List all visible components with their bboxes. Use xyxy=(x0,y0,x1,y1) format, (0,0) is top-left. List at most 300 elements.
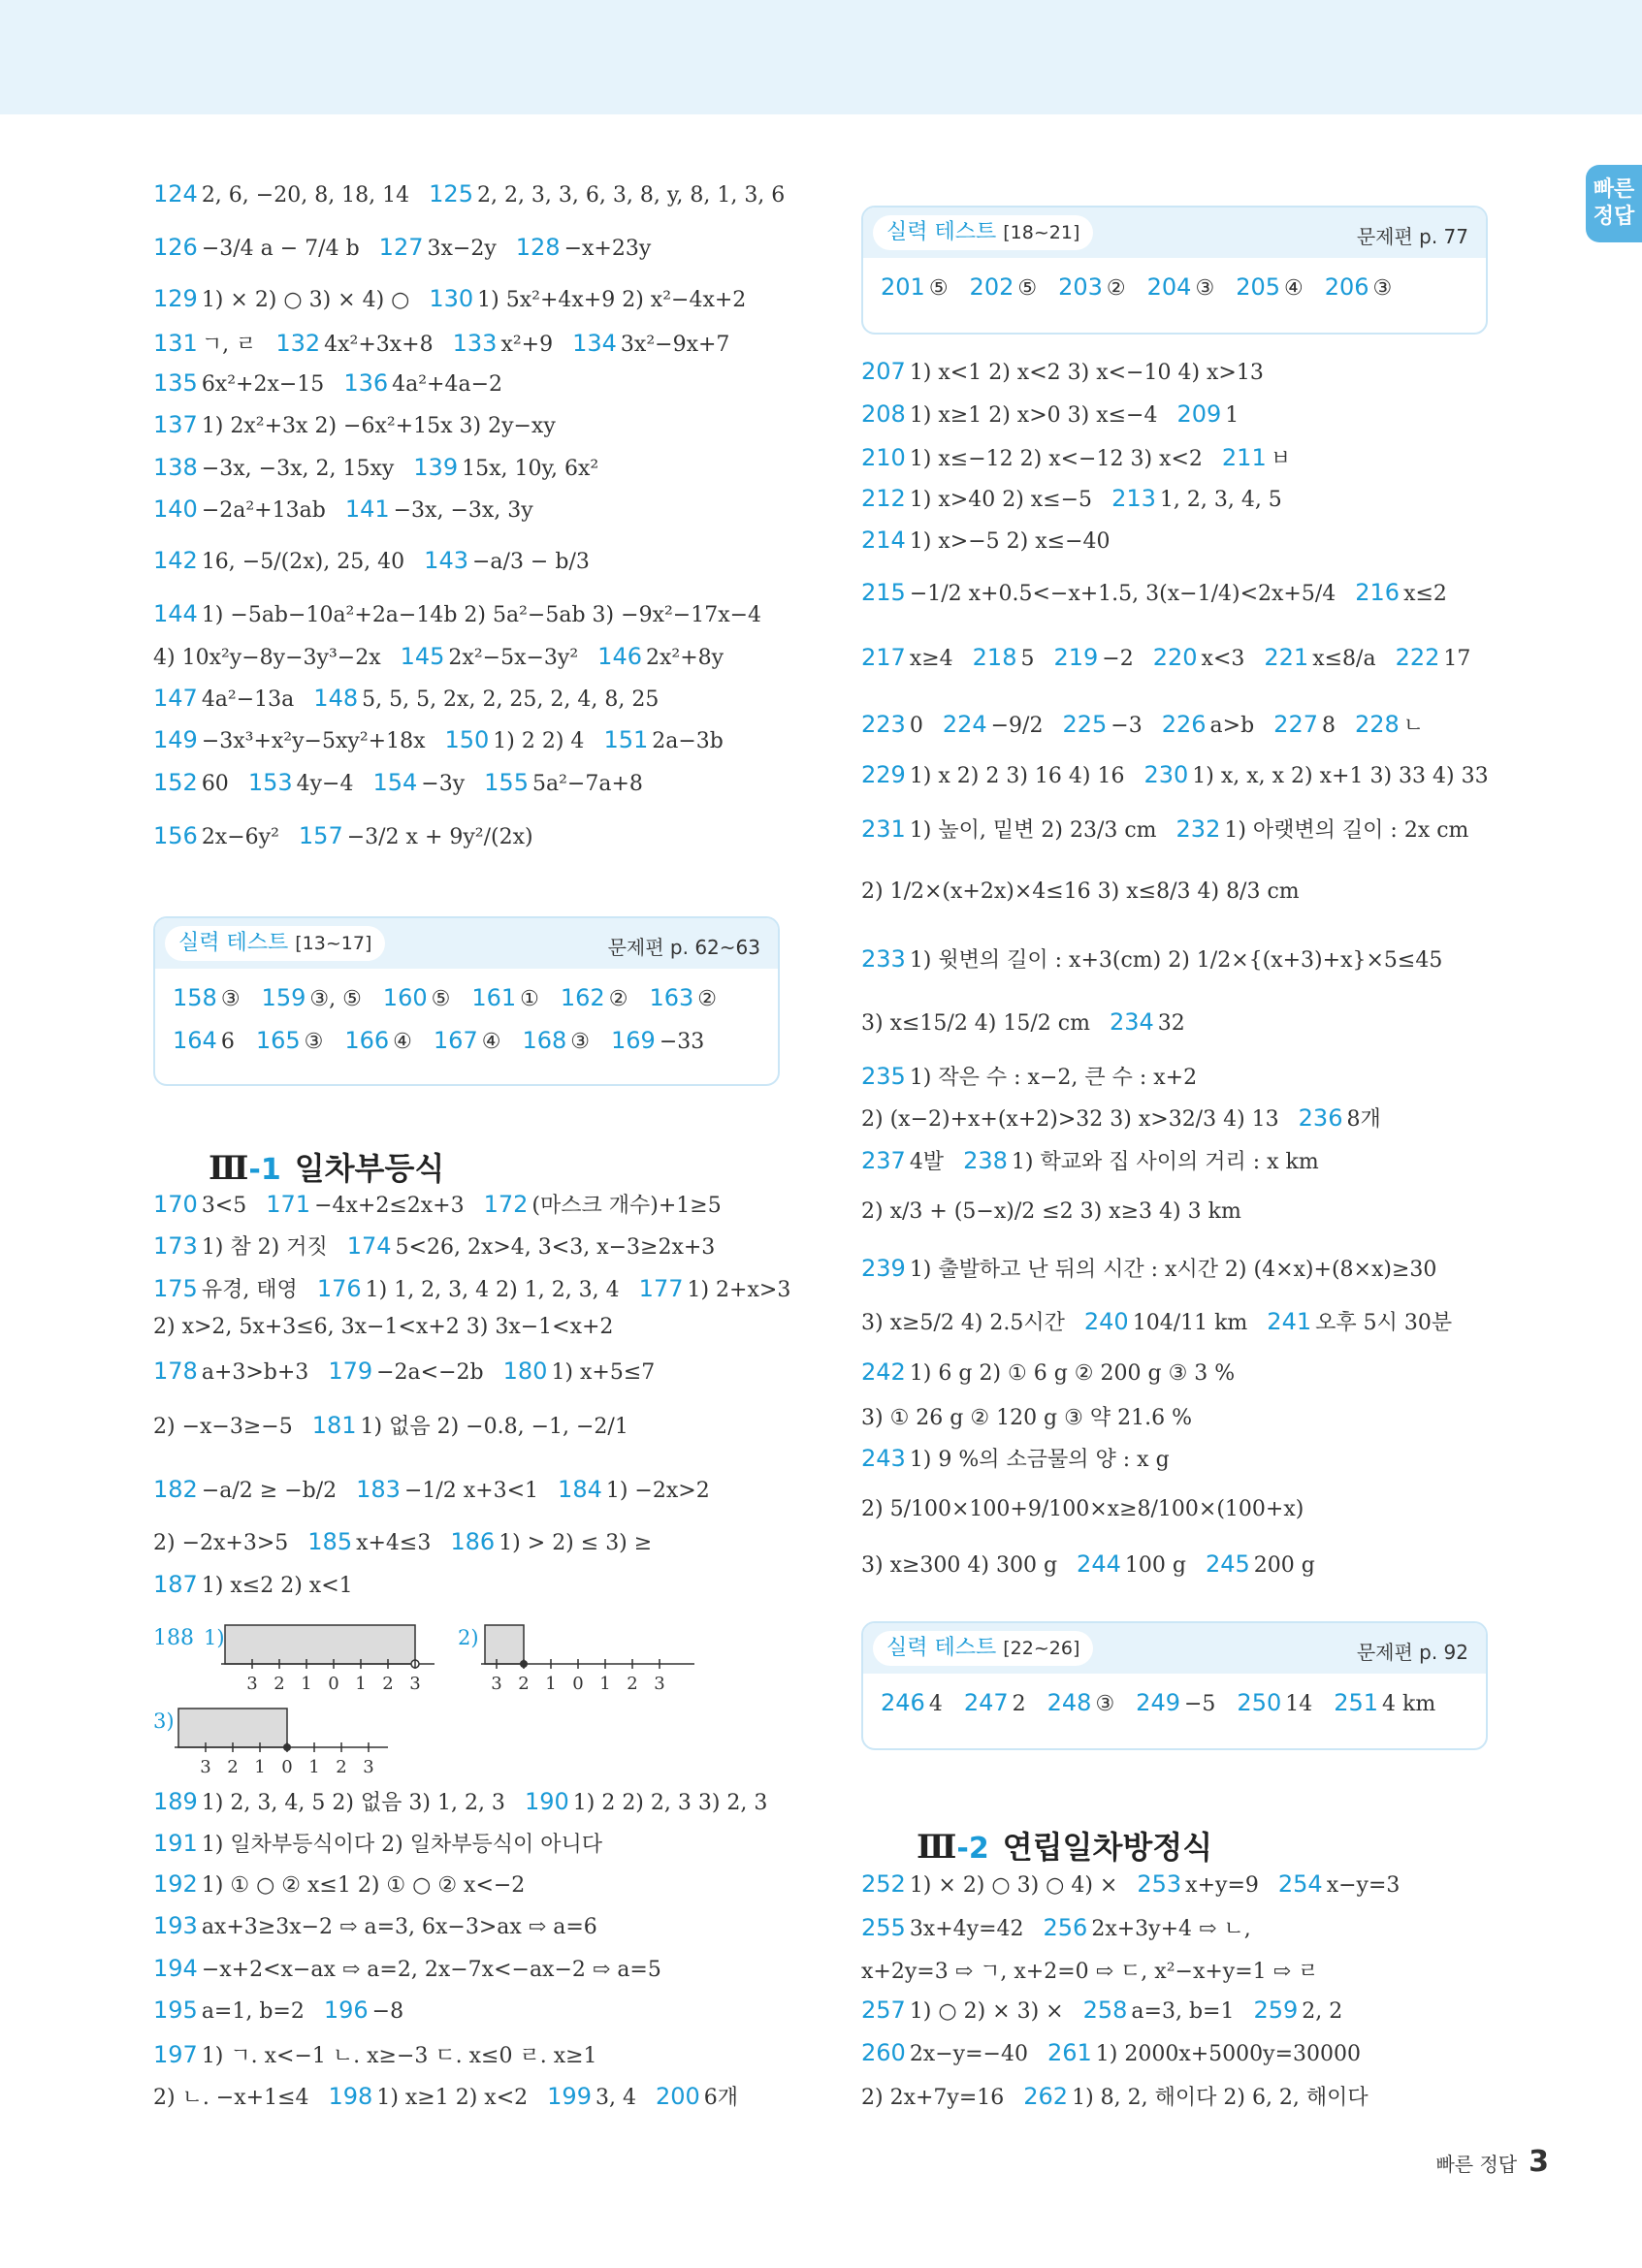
problem-number: 145 xyxy=(400,643,445,670)
answer-text: 2) −x−3≥−5 xyxy=(153,1415,293,1439)
answer-text: ③ xyxy=(1372,276,1393,301)
answer-text: 1) 학교와 집 사이의 거리 : x km xyxy=(1011,1150,1319,1174)
answer-text: ⑤ xyxy=(928,276,949,301)
answer-line xyxy=(861,400,1258,428)
skill-test-ref: 문제편 p. 62~63 xyxy=(607,936,760,959)
problem-number: 210 xyxy=(861,444,906,471)
skill-test-box-1 xyxy=(153,916,780,1086)
problem-number: 155 xyxy=(484,769,529,796)
answer-text: ④ xyxy=(1284,276,1304,301)
problem-number: 174 xyxy=(346,1232,392,1260)
problem-number: 199 xyxy=(547,2083,592,2110)
answer-text: 1) 5x²+4x+9 2) x²−4x+2 xyxy=(477,288,747,312)
answer-line xyxy=(861,527,1130,554)
tick-label: 3 xyxy=(654,1674,665,1694)
answer-text: 4) 10x²y−8y−3y³−2x xyxy=(153,646,381,670)
answer-text: 1) ○ 2) × 3) × xyxy=(909,1999,1064,2024)
answer-line xyxy=(153,180,804,208)
answer-line xyxy=(153,600,781,627)
answer-text: 2x²−5x−3y² xyxy=(448,646,579,670)
problem-number: 166 xyxy=(344,1027,390,1054)
answer-line xyxy=(153,1358,674,1385)
answer-text: 2x−6y² xyxy=(201,825,279,849)
problem-number: 207 xyxy=(861,358,906,385)
answer-text: x+2y=3 ⇨ ㄱ, x+2=0 ⇨ ㄷ, x²−x+y=1 ⇨ ㄹ xyxy=(861,1960,1319,1984)
problem-number: 146 xyxy=(597,643,642,670)
answer-line xyxy=(153,1315,632,1339)
answer-text: −3x, −3x, 3y xyxy=(393,498,533,523)
problem-number: 247 xyxy=(963,1689,1009,1716)
problem-number: 259 xyxy=(1253,1996,1299,2024)
problem-number: 193 xyxy=(153,1912,198,1939)
answer-text: 2) ㄴ. −x+1≤4 xyxy=(153,2086,309,2110)
answer-text: a=3, b=1 xyxy=(1131,1999,1235,2024)
answer-text: 유경, 태영 xyxy=(201,1278,298,1302)
answer-line xyxy=(153,411,575,438)
answer-text: 2) 5/100×100+9/100×x≥8/100×(100+x) xyxy=(861,1497,1304,1521)
answer-line xyxy=(861,358,1283,385)
tick-label: 3 xyxy=(491,1674,502,1694)
page-footer xyxy=(1435,2145,1549,2179)
problem-number: 128 xyxy=(515,234,561,261)
number-line-figures xyxy=(145,1621,883,1796)
answer-text: 1) 윗변의 길이 : x+3(cm) 2) 1/2×{(x+3)+x}×5≤45 xyxy=(909,948,1443,973)
answer-line xyxy=(861,1199,1261,1224)
answer-text: 6 xyxy=(220,1030,235,1054)
tick-label: 1 xyxy=(308,1757,320,1777)
answer-text: 3x²−9x+7 xyxy=(620,333,730,357)
answer-text: 3, 4 xyxy=(595,2086,636,2110)
problem-number: 133 xyxy=(452,330,498,357)
page-number: 3 xyxy=(1529,2145,1549,2179)
answer-text: 1) x≤−12 2) x<−12 3) x<2 xyxy=(909,447,1203,471)
answer-line xyxy=(861,1061,1216,1091)
footer-label: 빠른 정답 xyxy=(1435,2153,1518,2176)
problem-number: 185 xyxy=(307,1528,353,1555)
answer-line xyxy=(153,547,609,574)
answer-text: ③ xyxy=(1195,276,1215,301)
answer-text: 5a²−7a+8 xyxy=(531,772,643,796)
skill-test-row xyxy=(173,984,738,1011)
answer-text: 4 xyxy=(928,1692,943,1716)
answer-line xyxy=(153,285,765,312)
problem-number: 251 xyxy=(1334,1689,1379,1716)
tick-label: 3 xyxy=(409,1674,421,1694)
nl-part-2: 2) xyxy=(458,1626,479,1649)
answer-line xyxy=(153,328,749,358)
answer-text: 2x+3y+4 ⇨ ㄴ, xyxy=(1091,1917,1251,1941)
problem-number: 236 xyxy=(1298,1104,1343,1132)
answer-line xyxy=(153,822,553,849)
answer-text: 2) 1/2×(x+2x)×4≤16 3) x≤8/3 4) 8/3 cm xyxy=(861,879,1300,904)
answer-text: 1) x>40 2) x≤−5 xyxy=(909,488,1093,512)
answer-text: 16, −5/(2x), 25, 40 xyxy=(201,550,405,574)
answer-text: ③, ⑤ xyxy=(309,987,362,1011)
problem-number: 168 xyxy=(522,1027,567,1054)
problem-number: 192 xyxy=(153,1870,198,1898)
problem-number: 150 xyxy=(444,726,490,753)
problem-number: 130 xyxy=(429,285,474,312)
answer-line xyxy=(153,2039,617,2069)
answer-text: 3x+4y=42 xyxy=(909,1917,1024,1941)
problem-number: 239 xyxy=(861,1255,906,1282)
answer-line xyxy=(153,1571,372,1598)
tick-label: 2 xyxy=(274,1674,285,1694)
answer-line xyxy=(153,1476,729,1503)
answer-text: 1) 아랫변의 길이 : 2x cm xyxy=(1224,818,1469,843)
side-tab[interactable]: 빠른 정답 xyxy=(1586,165,1642,242)
answer-text: 3) x≤15/2 4) 15/2 cm xyxy=(861,1011,1090,1036)
answer-text: 1) x+5≤7 xyxy=(551,1360,656,1385)
answer-line xyxy=(153,1996,423,2024)
problem-number: 225 xyxy=(1062,711,1108,738)
problem-number: 227 xyxy=(1273,711,1318,738)
answer-text: −2 xyxy=(1102,647,1134,671)
answer-text: −8 xyxy=(371,1999,404,2024)
answer-line xyxy=(153,495,553,523)
nl-shade-2 xyxy=(485,1625,524,1664)
problem-number: 161 xyxy=(471,984,517,1011)
answer-text: 2a−3b xyxy=(652,729,724,753)
answer-text: x+y=9 xyxy=(1185,1873,1259,1898)
answer-line xyxy=(861,709,1443,739)
answer-text: 3) x≥300 4) 300 g xyxy=(861,1553,1058,1578)
problem-number: 163 xyxy=(649,984,694,1011)
answer-line xyxy=(861,1253,1456,1283)
problem-number: 261 xyxy=(1046,2039,1092,2066)
answer-text: x≥4 xyxy=(909,647,953,671)
answer-line xyxy=(861,761,1508,788)
answer-text: ③ xyxy=(304,1030,324,1054)
problem-number: 223 xyxy=(861,711,906,738)
problem-number: 258 xyxy=(1082,1996,1128,2024)
answer-line xyxy=(861,2039,1380,2066)
nl-shade-3 xyxy=(178,1709,287,1747)
problem-number: 154 xyxy=(372,769,418,796)
answer-line xyxy=(153,1870,544,1898)
answer-text: −x+2<x−ax ⇨ a=2, 2x−7x<−ax−2 ⇨ a=5 xyxy=(201,1958,661,1982)
answer-text: −1/2 x+0.5<−x+1.5, 3(x−1/4)<2x+5/4 xyxy=(909,582,1336,606)
problem-number: 206 xyxy=(1324,273,1369,301)
problem-number: 162 xyxy=(560,984,605,1011)
answer-text: −33 xyxy=(659,1030,705,1054)
skill-test-row xyxy=(881,1689,1457,1716)
answer-text: 6x²+2x−15 xyxy=(201,372,325,397)
answer-text: 200 g xyxy=(1253,1553,1315,1578)
answer-text: 1) ① ○ ② x≤1 2) ① ○ ② x<−2 xyxy=(201,1873,526,1898)
answer-text: 1) 9 %의 소금물의 양 : x g xyxy=(909,1448,1170,1472)
problem-number: 232 xyxy=(1175,815,1221,843)
answer-text: ② xyxy=(697,987,717,1011)
answer-text: 2 xyxy=(1012,1692,1026,1716)
problem-number: 196 xyxy=(323,1996,369,2024)
problem-number: 200 xyxy=(655,2083,700,2110)
answer-text: 1) 2 2) 2, 3 3) 2, 3 xyxy=(572,1791,768,1815)
answer-text: −3x, −3x, 2, 15xy xyxy=(201,457,395,481)
answer-text: ⑤ xyxy=(431,987,451,1011)
answer-text: 1, 2, 3, 4, 5 xyxy=(1159,488,1282,512)
problem-number: 240 xyxy=(1083,1308,1129,1335)
problem-number: 187 xyxy=(153,1571,198,1598)
problem-number: 151 xyxy=(603,726,649,753)
problem-number: 138 xyxy=(153,454,198,481)
problem-number: 127 xyxy=(378,234,424,261)
problem-number: 204 xyxy=(1146,273,1192,301)
problem-number: 125 xyxy=(429,180,473,208)
answer-line xyxy=(861,442,1310,472)
problem-number: 140 xyxy=(153,495,198,523)
answer-text: 1) × 2) ○ 3) × 4) ○ xyxy=(201,288,410,312)
problem-number: 156 xyxy=(153,822,198,849)
tick-label: 0 xyxy=(281,1757,293,1777)
problem-number: 211 xyxy=(1221,444,1267,471)
problem-number: 170 xyxy=(153,1191,198,1218)
answer-text: ① xyxy=(520,987,539,1011)
problem-number: 152 xyxy=(153,769,198,796)
problem-number: 215 xyxy=(861,579,906,606)
answer-text: x≤2 xyxy=(1403,582,1447,606)
problem-number: 233 xyxy=(861,945,906,973)
problem-number: 178 xyxy=(153,1358,198,1385)
problem-number: 257 xyxy=(861,1996,906,2024)
answer-text: −1/2 x+3<1 xyxy=(403,1479,539,1503)
answer-text: x<3 xyxy=(1201,647,1245,671)
nl-part-1: 1) xyxy=(204,1626,225,1649)
answer-text: 2x²+8y xyxy=(645,646,724,670)
tick-label: 3 xyxy=(246,1674,258,1694)
answer-line xyxy=(153,1828,622,1858)
answer-text: 1) 2+x>3 xyxy=(687,1278,791,1302)
answer-text: 3) ① 26 g ② 120 g ③ 약 21.6 % xyxy=(861,1406,1192,1430)
problem-number: 224 xyxy=(942,711,987,738)
answer-text: 1) 일차부등식이다 2) 일차부등식이 아니다 xyxy=(201,1833,602,1857)
tick-label: 1 xyxy=(254,1757,266,1777)
problem-number: 214 xyxy=(861,527,906,554)
answer-line xyxy=(861,1401,1211,1431)
problem-number: 179 xyxy=(328,1358,373,1385)
answer-text: 1) x≥1 2) x>0 3) x≤−4 xyxy=(909,403,1158,428)
answer-text: 1) 2 2) 4 xyxy=(493,729,585,753)
problem-number: 149 xyxy=(153,726,198,753)
problem-number: 248 xyxy=(1046,1689,1092,1716)
problem-number: 231 xyxy=(861,815,906,843)
answer-text: ⑤ xyxy=(1017,276,1038,301)
answer-text: −3/4 a − 7/4 b xyxy=(201,237,360,261)
problem-number: 169 xyxy=(611,1027,656,1054)
answer-line xyxy=(861,1443,1189,1473)
answer-text: −9/2 xyxy=(990,714,1044,738)
answer-text: 17 xyxy=(1443,647,1471,671)
answer-text: 1) x≤2 2) x<1 xyxy=(201,1574,353,1598)
tick-label: 2 xyxy=(627,1674,638,1694)
problem-number: 203 xyxy=(1058,273,1103,301)
answer-text: 104/11 km xyxy=(1132,1311,1248,1335)
problem-number: 136 xyxy=(343,369,389,397)
answer-text: 2) x>2, 5x+3≤6, 3x−1<x+2 3) 3x−1<x+2 xyxy=(153,1315,614,1339)
problem-number: 189 xyxy=(153,1788,198,1815)
answer-line xyxy=(861,1497,1323,1521)
answer-text: 1) x, x, x 2) x+1 3) 33 4) 33 xyxy=(1192,764,1489,788)
problem-number: 198 xyxy=(328,2083,373,2110)
problem-number: 177 xyxy=(638,1275,684,1302)
answer-text: 6개 xyxy=(703,2086,739,2110)
answer-line xyxy=(861,1306,1471,1336)
answer-text: x≤8/a xyxy=(1312,647,1376,671)
problem-number: 245 xyxy=(1205,1550,1250,1578)
answer-text: 2, 2 xyxy=(1302,1999,1343,2024)
answer-text: −a/3 − b/3 xyxy=(471,550,590,574)
answer-text: 2, 2, 3, 3, 6, 3, 8, y, 8, 1, 3, 6 xyxy=(476,183,786,208)
problem-number: 209 xyxy=(1176,400,1222,428)
problem-number: 158 xyxy=(173,984,217,1011)
answer-text: ② xyxy=(608,987,628,1011)
problem-number: 252 xyxy=(861,1870,906,1898)
answer-line xyxy=(861,1955,1337,1985)
problem-number: 147 xyxy=(153,685,198,712)
problem-number: 241 xyxy=(1267,1308,1312,1335)
answer-line xyxy=(861,1996,1362,2024)
problem-number: 256 xyxy=(1043,1914,1088,1941)
answer-text: −3 xyxy=(1111,714,1143,738)
answer-text: 1) 2x²+3x 2) −6x²+15x 3) 2y−xy xyxy=(201,414,556,438)
skill-test-tag: 실력 테스트 [18~21] xyxy=(873,215,1093,250)
problem-number: 175 xyxy=(153,1275,198,1302)
tick-label: 1 xyxy=(355,1674,367,1694)
answer-text: −5 xyxy=(1183,1692,1216,1716)
problem-number: 135 xyxy=(153,369,198,397)
answer-text: 3) x≥5/2 4) 2.5시간 xyxy=(861,1311,1065,1335)
skill-test-tag: 실력 테스트 [22~26] xyxy=(873,1631,1093,1666)
problem-number: 253 xyxy=(1137,1870,1182,1898)
answer-text: −x+23y xyxy=(563,237,652,261)
answer-line xyxy=(153,685,678,712)
answer-line xyxy=(861,1102,1401,1133)
answer-text: 1) x<1 2) x<2 3) x<−10 4) x>13 xyxy=(909,361,1264,385)
answer-line xyxy=(153,1912,617,1939)
answer-text: 1 xyxy=(1225,403,1240,428)
problem-number: 190 xyxy=(524,1788,569,1815)
answer-line xyxy=(153,454,618,481)
answer-text: ③ xyxy=(220,987,241,1011)
problem-number: 244 xyxy=(1077,1550,1121,1578)
problem-number: 131 xyxy=(153,330,198,357)
problem-number: 237 xyxy=(861,1147,906,1174)
answer-text: ③ xyxy=(1095,1692,1115,1716)
problem-number: 181 xyxy=(311,1412,357,1439)
answer-text: 32 xyxy=(1157,1011,1185,1036)
answer-line xyxy=(153,769,662,796)
answer-text: ㅂ xyxy=(1270,447,1291,471)
answer-line xyxy=(861,485,1302,512)
section-title-1: Ⅲ-1 일차부등식 xyxy=(209,1149,445,1188)
answer-text: 1) 높이, 밑변 2) 23/3 cm xyxy=(909,818,1157,843)
answer-line xyxy=(861,1870,1419,1898)
problem-number: 249 xyxy=(1136,1689,1180,1716)
skill-test-tag: 실력 테스트 [13~17] xyxy=(165,926,385,961)
answer-text: (마스크 개수)+1≥5 xyxy=(531,1194,722,1218)
answer-text: 1) 1, 2, 3, 4 2) 1, 2, 3, 4 xyxy=(365,1278,620,1302)
answer-text: x+4≤3 xyxy=(356,1531,432,1555)
problem-number: 144 xyxy=(153,600,198,627)
tick-label: 0 xyxy=(572,1674,584,1694)
problem-number: 202 xyxy=(969,273,1014,301)
skill-test-ref: 문제편 p. 92 xyxy=(1356,1641,1468,1664)
problem-number: 165 xyxy=(255,1027,301,1054)
problem-number: 229 xyxy=(861,761,906,788)
answer-line xyxy=(861,1358,1254,1386)
answer-line xyxy=(861,1008,1205,1036)
answer-text: ④ xyxy=(481,1030,501,1054)
problem-number: 250 xyxy=(1237,1689,1282,1716)
answer-text: 4 km xyxy=(1382,1692,1436,1716)
answer-text: ④ xyxy=(393,1030,412,1054)
answer-text: 0 xyxy=(909,714,923,738)
answer-line xyxy=(153,2081,757,2111)
problem-number: 182 xyxy=(153,1476,198,1503)
problem-number: 226 xyxy=(1161,711,1207,738)
problem-number: 254 xyxy=(1277,1870,1323,1898)
answer-line xyxy=(153,643,743,670)
answer-text: 1) 2, 3, 4, 5 2) 없음 3) 1, 2, 3 xyxy=(201,1791,505,1815)
answer-line xyxy=(153,1410,648,1440)
problem-number: 160 xyxy=(382,984,428,1011)
answer-text: 1) > 2) ≤ 3) ≥ xyxy=(499,1531,653,1555)
skill-test-row xyxy=(173,1027,725,1054)
answer-text: 100 g xyxy=(1124,1553,1186,1578)
answer-line xyxy=(861,1145,1338,1175)
nl-part-3: 3) xyxy=(153,1709,175,1733)
answer-text: 8 xyxy=(1321,714,1336,738)
problem-number: 194 xyxy=(153,1955,198,1982)
problem-number: 195 xyxy=(153,1996,198,2024)
problem-number: 143 xyxy=(424,547,468,574)
skill-test-box-3 xyxy=(861,1621,1488,1750)
problem-number: 242 xyxy=(861,1358,906,1386)
problem-number: 201 xyxy=(881,273,925,301)
header-band xyxy=(0,0,1642,114)
answer-line xyxy=(153,1528,671,1555)
problem-number: 173 xyxy=(153,1232,198,1260)
answer-text: 4a²−13a xyxy=(201,687,295,712)
problem-number: 235 xyxy=(861,1063,906,1090)
answer-text: 2x−y=−40 xyxy=(909,2042,1028,2066)
answer-text: 3<5 xyxy=(201,1194,247,1218)
answer-text: 60 xyxy=(201,772,229,796)
problem-number: 230 xyxy=(1143,761,1189,788)
problem-number: 176 xyxy=(316,1275,362,1302)
problem-number: 164 xyxy=(173,1027,217,1054)
problem-number: 186 xyxy=(450,1528,496,1555)
problem-number: 129 xyxy=(153,285,198,312)
answer-text: 1) 작은 수 : x−2, 큰 수 : x+2 xyxy=(909,1066,1198,1090)
answer-text: x−y=3 xyxy=(1326,1873,1401,1898)
problem-number: 212 xyxy=(861,485,906,512)
answer-text: 2) 2x+7y=16 xyxy=(861,2086,1005,2110)
answer-text: 5 xyxy=(1020,647,1035,671)
problem-number: 255 xyxy=(861,1914,906,1941)
problem-number: 126 xyxy=(153,234,198,261)
answer-text: 8개 xyxy=(1346,1107,1381,1132)
problem-number: 246 xyxy=(881,1689,925,1716)
skill-test-box-2 xyxy=(861,206,1488,335)
answer-text: 1) −2x>2 xyxy=(605,1479,710,1503)
answer-text: ㄱ, ㄹ xyxy=(201,333,257,357)
problem-number: 153 xyxy=(247,769,293,796)
answer-line xyxy=(861,644,1490,671)
problem-number: 157 xyxy=(298,822,343,849)
problem-number: 184 xyxy=(558,1476,602,1503)
answer-line xyxy=(861,2081,1388,2111)
